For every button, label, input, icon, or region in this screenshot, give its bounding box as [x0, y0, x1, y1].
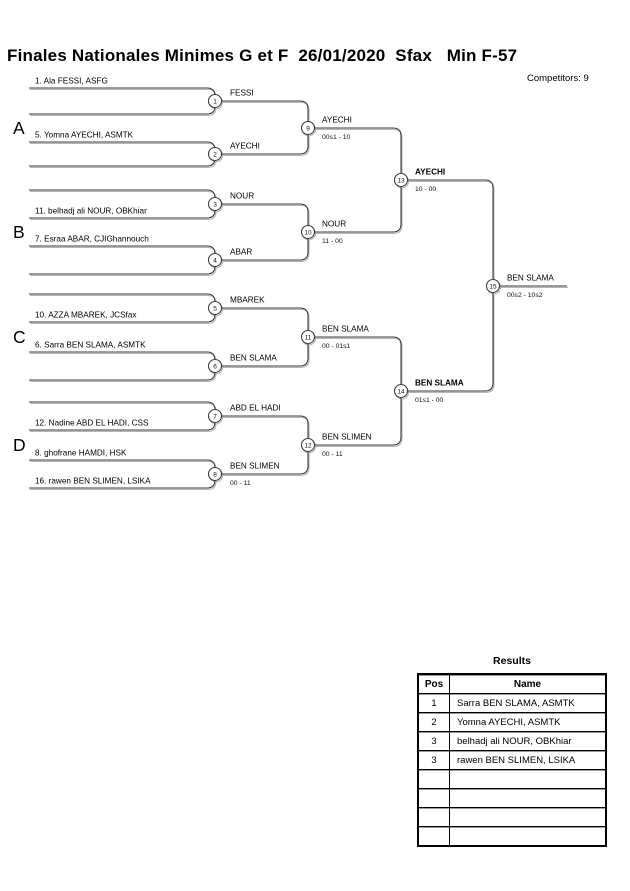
match-12-score: 00 - 11 — [322, 451, 343, 458]
match-11-number: 11 — [304, 334, 312, 342]
player-name-d1: 12. Nadine ABD EL HADI, CSS — [35, 418, 149, 428]
result-pos-cell — [418, 770, 450, 789]
match-5-winner: MBAREK — [230, 295, 265, 305]
results-row — [418, 732, 606, 751]
match-3-winner: NOUR — [230, 191, 255, 201]
match-14-number: 14 — [397, 388, 405, 396]
result-name-cell: Sarra BEN SLAMA, ASMTK — [450, 694, 607, 713]
results-row — [418, 694, 606, 713]
match-9-winner: AYECHI — [322, 115, 352, 125]
result-pos-cell — [418, 789, 450, 808]
match-11-score: 00 - 01s1 — [322, 343, 351, 350]
match-4-number: 4 — [213, 257, 217, 265]
player-name-b3: 7. Esraa ABAR, CJIGhannouch — [35, 234, 149, 244]
results-row — [418, 827, 606, 847]
result-name-cell — [450, 808, 607, 827]
player-name-d4: 16. rawen BEN SLIMEN, LSIKA — [35, 476, 151, 486]
result-name-cell — [450, 827, 607, 847]
results-row — [418, 713, 606, 732]
match-1-winner: FESSI — [230, 88, 254, 98]
match-15-score: 00s2 - 10s2 — [507, 292, 543, 299]
result-pos-cell: 3 — [418, 732, 450, 751]
results-row — [418, 789, 606, 808]
match-6-number: 6 — [213, 363, 217, 371]
player-name-d3: 8. ghofrane HAMDI, HSK — [35, 448, 127, 458]
result-name-cell: Yomna AYECHI, ASMTK — [450, 713, 607, 732]
match-3-number: 3 — [213, 201, 217, 209]
match-7-number: 7 — [213, 413, 217, 421]
result-name-cell — [450, 770, 607, 789]
result-name-cell: rawen BEN SLIMEN, LSIKA — [450, 751, 607, 770]
page-title: Finales Nationales Minimes G et F 26/01/2020 Sfax Min F-57 — [7, 46, 518, 65]
match-6-winner: BEN SLAMA — [230, 353, 277, 363]
match-15-winner: BEN SLAMA — [507, 273, 554, 283]
results-title: Results — [493, 655, 531, 667]
result-pos-cell: 2 — [418, 713, 450, 732]
match-1-number: 1 — [213, 98, 217, 106]
group-label-b: B — [13, 222, 25, 242]
results-row — [418, 751, 606, 770]
match-circles — [209, 95, 500, 481]
match-12-number: 12 — [304, 442, 312, 450]
match-7-winner: ABD EL HADI — [230, 403, 281, 413]
player-name-a1: 1. Ala FESSI, ASFG — [35, 76, 108, 86]
group-label-c: C — [13, 327, 26, 347]
match-5-number: 5 — [213, 305, 217, 313]
match-14-score: 01s1 - 00 — [415, 397, 444, 404]
player-name-c2: 10. AZZA MBAREK, JCSfax — [35, 310, 137, 320]
result-pos-cell: 1 — [418, 694, 450, 713]
result-pos-cell — [418, 808, 450, 827]
match-8-number: 8 — [213, 471, 217, 479]
result-name-cell — [450, 789, 607, 808]
match-15-number: 15 — [489, 283, 497, 291]
result-pos-cell: 3 — [418, 751, 450, 770]
match-11-winner: BEN SLAMA — [322, 324, 369, 334]
results-table — [417, 673, 607, 847]
match-10-number: 10 — [304, 229, 312, 237]
match-13-winner: AYECHI — [415, 167, 446, 177]
match-14-winner: BEN SLAMA — [415, 378, 464, 388]
match-13-number: 13 — [397, 177, 405, 185]
player-name-b2: 11. belhadj ali NOUR, OBKhiar — [35, 206, 147, 216]
match-2-number: 2 — [213, 151, 217, 159]
match-8-winner: BEN SLIMEN — [230, 461, 280, 471]
match-10-score: 11 - 00 — [322, 238, 343, 245]
results-col-name: Name — [450, 674, 607, 694]
competitors-count: Competitors: 9 — [527, 73, 589, 84]
match-10-winner: NOUR — [322, 219, 347, 229]
results-row — [418, 770, 606, 789]
player-name-a3: 5. Yomna AYECHI, ASMTK — [35, 130, 134, 140]
result-pos-cell — [418, 827, 450, 847]
group-label-a: A — [13, 118, 25, 138]
match-8-score: 00 - 11 — [230, 480, 251, 487]
group-label-d: D — [13, 435, 26, 455]
result-name-cell: belhadj ali NOUR, OBKhiar — [450, 732, 607, 751]
match-13-score: 10 - 00 — [415, 186, 437, 193]
player-name-c3: 6. Sarra BEN SLAMA, ASMTK — [35, 340, 146, 350]
match-4-winner: ABAR — [230, 247, 253, 257]
match-9-number: 9 — [306, 125, 310, 133]
match-2-winner: AYECHI — [230, 141, 260, 151]
results-col-pos: Pos — [418, 674, 450, 694]
match-9-score: 00s1 - 10 — [322, 134, 351, 141]
results-header-row — [418, 674, 606, 694]
match-12-winner: BEN SLIMEN — [322, 432, 372, 442]
results-row — [418, 808, 606, 827]
